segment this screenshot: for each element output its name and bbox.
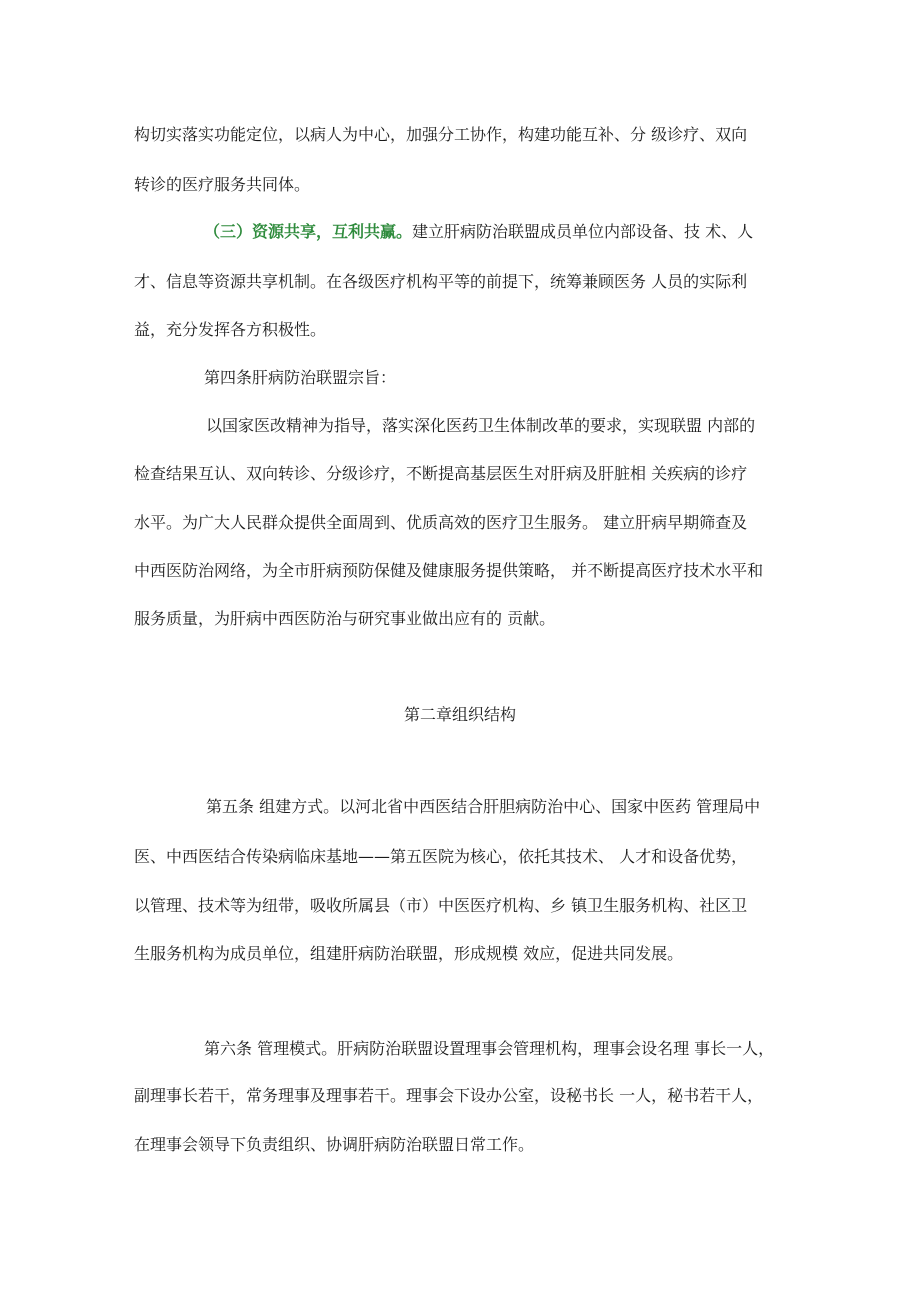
paragraph-line: 才、信息等资源共享机制。在各级医疗机构平等的前提下，统筹兼顾医务 人员的实际利	[134, 272, 748, 291]
paragraph-line: 服务质量，为肝病中西医防治与研究事业做出应有的 贡献。	[134, 609, 556, 628]
chapter-title: 第二章组织结构	[403, 705, 516, 724]
paragraph-line: 中西医防治网络，为全市肝病预防保健及健康服务提供策略， 并不断提高医疗技术水平和	[134, 561, 764, 580]
principle-3-text: 建立肝病防治联盟成员单位内部设备、技 术、人	[412, 222, 754, 241]
article-4-title: 第四条肝病防治联盟宗旨：	[204, 368, 397, 387]
paragraph-line: 转诊的医疗服务共同体。	[134, 175, 311, 194]
article-5-line: 第五条 组建方式。以河北省中西医结合肝胆病防治中心、国家中医药 管理局中	[206, 797, 761, 816]
paragraph-line: 以国家医改精神为指导，落实深化医药卫生体制改革的要求，实现联盟 内部的	[206, 416, 756, 435]
paragraph-line: 副理事长若干，常务理事及理事若干。理事会下设办公室，设秘书长 一人，秘书若干人，	[134, 1086, 764, 1105]
paragraph-line: 以管理、技术等为纽带，吸收所属县（市）中医医疗机构、乡 镇卫生服务机构、社区卫	[134, 896, 748, 915]
paragraph-line: 医、中西医结合传染病临床基地——第五医院为核心，依托其技术、 人才和设备优势，	[134, 847, 748, 866]
paragraph-line: 在理事会领导下负责组织、协调肝病防治联盟日常工作。	[134, 1135, 535, 1154]
paragraph-line: 检查结果互认、双向转诊、分级诊疗，不断提高基层医生对肝病及肝脏相 关疾病的诊疗	[134, 464, 748, 483]
paragraph-line: 水平。为广大人民群众提供全面周到、优质高效的医疗卫生服务。 建立肝病早期筛查及	[134, 513, 748, 532]
paragraph-line: 构切实落实功能定位，以病人为中心，加强分工协作，构建功能互补、分 级诊疗、双向	[134, 125, 748, 144]
paragraph-line: 生服务机构为成员单位，组建肝病防治联盟，形成规模 效应，促进共同发展。	[134, 944, 684, 963]
article-6-line: 第六条 管理模式。肝病防治联盟设置理事会管理机构，理事会设名理 事长一人，	[204, 1039, 775, 1058]
principle-3-heading: （三）资源共享，互利共赢。	[204, 222, 413, 241]
principle-3-line	[204, 222, 794, 242]
paragraph-line: 益，充分发挥各方积极性。	[134, 320, 327, 339]
